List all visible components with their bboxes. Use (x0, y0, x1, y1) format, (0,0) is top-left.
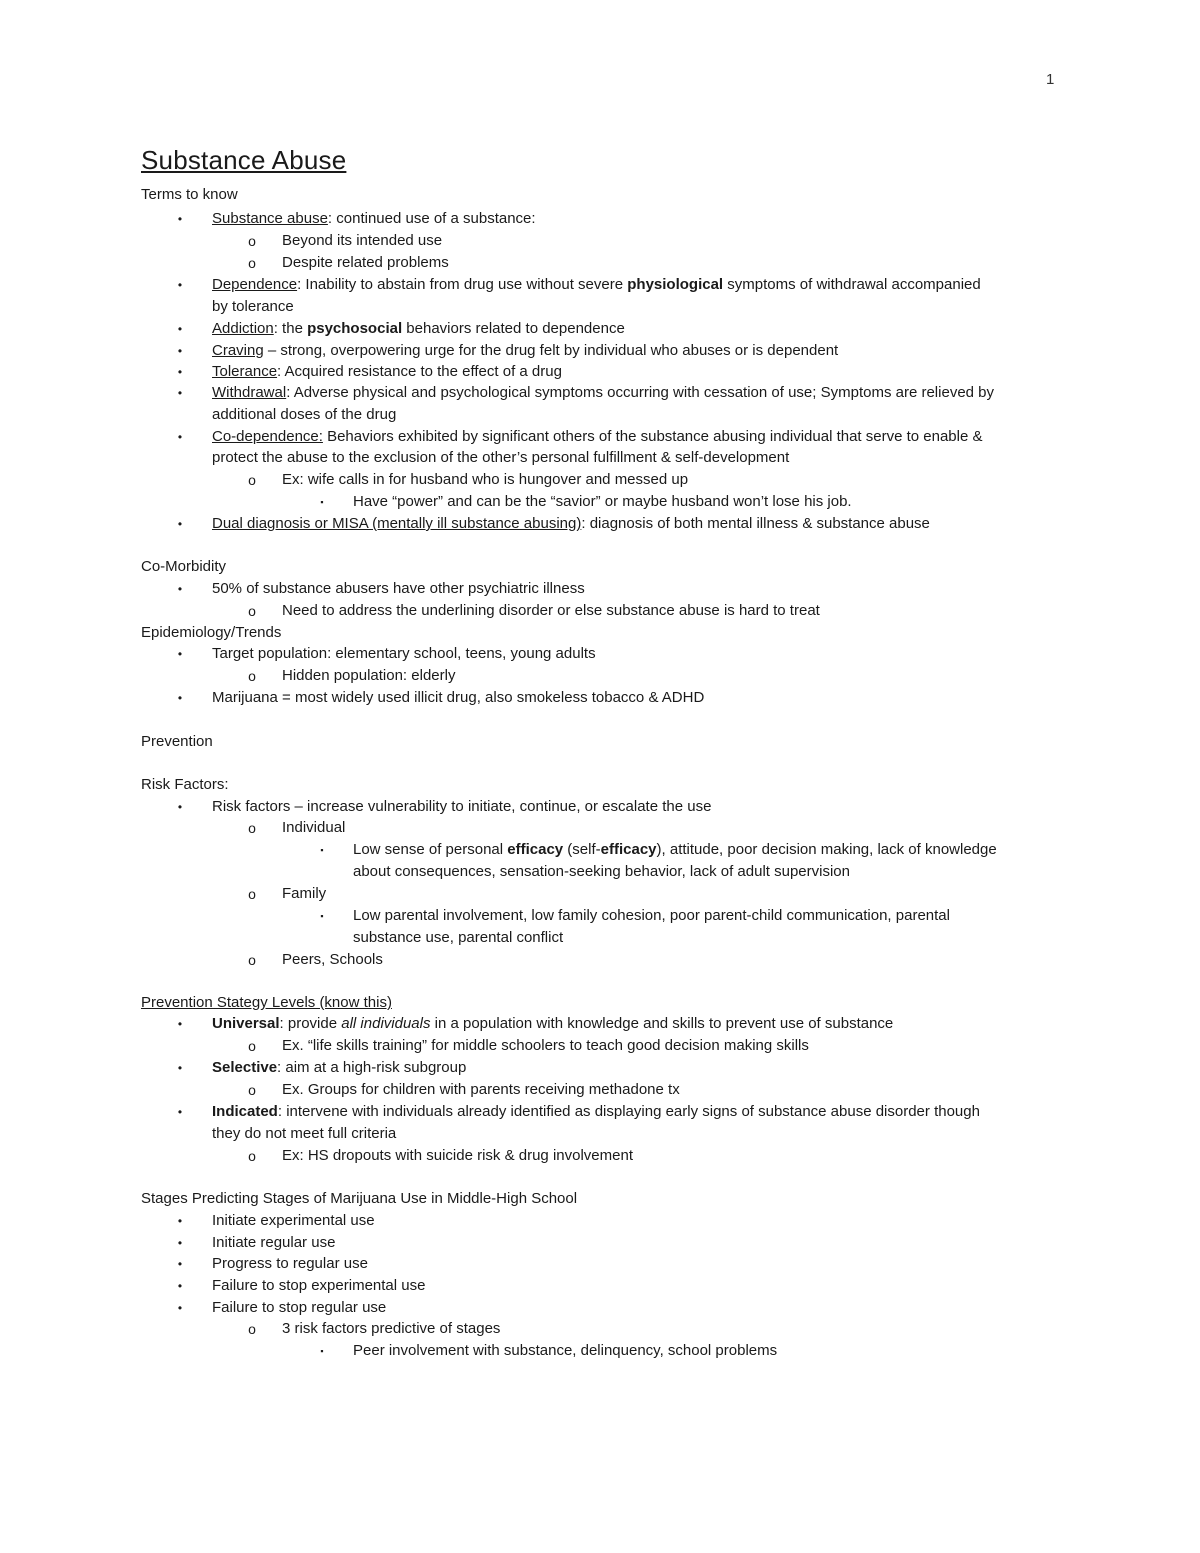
line-text (212, 1297, 386, 1319)
bullet-marker: • (177, 1257, 183, 1271)
text-segment: Peer involvement with substance, delinquency, school problems (353, 1342, 778, 1359)
list-item (0, 252, 1200, 274)
text-segment: Marijuana = most widely used illicit drug, also smokeless tobacco & ADHD (212, 689, 705, 706)
section-heading (0, 992, 1200, 1014)
list-item (0, 839, 1200, 861)
bullet-marker: o (248, 233, 256, 249)
bullet-marker: • (177, 647, 183, 661)
line-text (282, 469, 688, 491)
list-item (0, 927, 1200, 949)
list-item (0, 817, 1200, 839)
list-item (0, 361, 1200, 383)
text-segment: Target population: elementary school, teens, young adults (212, 645, 596, 662)
text-segment: Low sense of personal (353, 841, 508, 858)
line-text (141, 731, 213, 753)
line-text (141, 774, 229, 796)
text-segment: Ex: HS dropouts with suicide risk & drug involvement (282, 1147, 633, 1164)
list-item (0, 208, 1200, 230)
bullet-marker: ▪ (320, 1346, 324, 1356)
line-text (212, 643, 596, 665)
line-text (282, 1145, 633, 1167)
text-segment: Ex. Groups for children with parents receiving methadone tx (282, 1081, 680, 1098)
line-text (141, 556, 226, 578)
line-text (212, 1057, 466, 1079)
text-segment: : the (273, 320, 308, 337)
list-item (0, 905, 1200, 927)
list-item (0, 469, 1200, 491)
text-segment: efficacy (507, 841, 564, 858)
text-segment: Substance abuse (212, 210, 328, 227)
list-item (0, 949, 1200, 971)
list-item (0, 643, 1200, 665)
bullet-marker: • (177, 517, 183, 531)
line-text (212, 361, 562, 383)
bullet-marker: • (177, 1279, 183, 1293)
text-segment: Dual diagnosis or MISA (mentally ill substance abusing) (212, 515, 582, 532)
list-item (0, 1232, 1200, 1254)
list-item (0, 318, 1200, 340)
line-text (353, 1340, 777, 1362)
line-text (141, 622, 281, 644)
line-text (212, 1123, 396, 1145)
text-segment: psychosocial (307, 320, 403, 337)
bullet-marker: o (248, 668, 256, 684)
section-heading (0, 1188, 1200, 1210)
list-item (0, 426, 1200, 448)
list-item (0, 1253, 1200, 1275)
text-segment: Prevention Stategy Levels (know this) (141, 994, 392, 1011)
bullet-marker: • (177, 1214, 183, 1228)
line-text (212, 274, 981, 296)
bullet-marker: • (177, 278, 183, 292)
text-segment: behaviors related to dependence (402, 320, 625, 337)
list-item (0, 230, 1200, 252)
text-segment: Ex: wife calls in for husband who is hungover and messed up (282, 471, 689, 488)
bullet-marker: • (177, 800, 183, 814)
text-segment: about consequences, sensation-seeking behavior, lack of adult supervision (353, 863, 850, 880)
line-text (212, 404, 396, 426)
line-text (212, 382, 994, 404)
bullet-marker: • (177, 1301, 183, 1315)
list-item (0, 1318, 1200, 1340)
text-segment: Family (282, 885, 327, 902)
text-segment: all individuals (341, 1015, 431, 1032)
list-item (0, 404, 1200, 426)
bullet-marker: o (248, 886, 256, 902)
bullet-marker: o (248, 255, 256, 271)
bullet-marker: • (177, 1236, 183, 1250)
text-segment: substance use, parental conflict (353, 929, 564, 946)
list-item (0, 1123, 1200, 1145)
list-item (0, 1079, 1200, 1101)
text-segment: protect the abuse to the exclusion of the other’s personal fulfillment & self-development (212, 449, 790, 466)
line-text (282, 883, 326, 905)
text-segment: Addiction (212, 320, 274, 337)
section-heading (0, 556, 1200, 578)
text-segment: : continued use of a substance: (327, 210, 536, 227)
text-segment: (self- (563, 841, 601, 858)
list-item (0, 1275, 1200, 1297)
bullet-marker: o (248, 472, 256, 488)
text-segment: Initiate experimental use (212, 1212, 375, 1229)
line-text (212, 447, 789, 469)
text-segment: Risk factors – increase vulnerability to initiate, continue, or escalate the use (212, 798, 712, 815)
bullet-marker: o (248, 603, 256, 619)
list-item (0, 796, 1200, 818)
text-segment: 3 risk factors predictive of stages (282, 1320, 501, 1337)
line-text (212, 513, 930, 535)
text-segment: additional doses of the drug (212, 406, 397, 423)
text-segment: Co-dependence: (212, 428, 323, 445)
line-text (282, 230, 442, 252)
line-text (212, 1210, 375, 1232)
page-number: 1 (1046, 71, 1055, 88)
line-text (353, 905, 950, 927)
text-segment: Universal (212, 1015, 280, 1032)
list-item (0, 513, 1200, 535)
line-text (212, 796, 711, 818)
text-segment: Prevention (141, 733, 213, 750)
line-text (282, 1035, 809, 1057)
list-item (0, 340, 1200, 362)
list-item (0, 1057, 1200, 1079)
text-segment: : diagnosis of both mental illness & substance abuse (581, 515, 930, 532)
line-text (212, 578, 585, 600)
text-segment: Beyond its intended use (282, 232, 443, 249)
page-title: Substance Abuse (141, 145, 347, 175)
line-text (282, 252, 449, 274)
line-text (353, 861, 850, 883)
text-segment: Individual (282, 819, 346, 836)
list-item (0, 1013, 1200, 1035)
bullet-marker: • (177, 212, 183, 226)
bullet-marker: • (177, 1017, 183, 1031)
line-text (282, 817, 345, 839)
text-segment: Despite related problems (282, 254, 449, 271)
text-segment: : provide (279, 1015, 342, 1032)
text-segment: Ex. “life skills training” for middle schoolers to teach good decision making skills (282, 1037, 809, 1054)
line-text (212, 687, 704, 709)
bullet-marker: • (177, 1061, 183, 1075)
text-segment: Need to address the underlining disorder or else substance abuse is hard to treat (282, 602, 820, 619)
list-item (0, 296, 1200, 318)
bullet-marker: o (248, 820, 256, 836)
list-item (0, 491, 1200, 513)
text-segment: efficacy (600, 841, 657, 858)
text-segment: Selective (212, 1059, 278, 1076)
bullet-marker: ▪ (320, 911, 324, 921)
text-segment: Dependence (212, 276, 298, 293)
text-segment: Progress to regular use (212, 1255, 368, 1272)
text-segment: Behaviors exhibited by significant others of the substance abusing individual that serve to enable & (322, 428, 983, 445)
line-text (212, 318, 625, 340)
text-segment: : Inability to abstain from drug use without severe (297, 276, 628, 293)
text-segment: 50% of substance abusers have other psychiatric illness (212, 580, 585, 597)
list-item (0, 1340, 1200, 1362)
text-segment: Risk Factors: (141, 776, 229, 793)
bullet-marker: ▪ (320, 845, 324, 855)
section-heading (0, 184, 1200, 206)
text-segment: Stages Predicting Stages of Marijuana Use in Middle-High School (141, 1190, 578, 1207)
list-item (0, 687, 1200, 709)
line-text (353, 839, 997, 861)
bullet-marker: • (177, 691, 183, 705)
text-segment: – strong, overpowering urge for the drug felt by individual who abuses or is dependent (263, 342, 839, 359)
list-item (0, 382, 1200, 404)
text-segment: Craving (212, 342, 264, 359)
text-segment: ), attitude, poor decision making, lack of knowledge (656, 841, 997, 858)
bullet-marker: • (177, 430, 183, 444)
line-text (282, 1318, 500, 1340)
text-segment: Failure to stop regular use (212, 1299, 387, 1316)
list-item (0, 600, 1200, 622)
text-segment: Co-Morbidity (141, 558, 227, 575)
line-text (212, 1101, 980, 1123)
line-text (141, 1188, 577, 1210)
text-segment: Withdrawal (212, 384, 287, 401)
line-text (212, 208, 536, 230)
list-item (0, 861, 1200, 883)
line-text (212, 1013, 893, 1035)
text-segment: Low parental involvement, low family cohesion, poor parent-child communication, parental (353, 907, 950, 924)
text-segment: physiological (627, 276, 724, 293)
list-item (0, 274, 1200, 296)
bullet-marker: • (177, 1105, 183, 1119)
bullet-marker: • (177, 344, 183, 358)
line-text (212, 426, 983, 448)
bullet-marker: o (248, 1148, 256, 1164)
text-segment: Hidden population: elderly (282, 667, 456, 684)
text-segment: : Acquired resistance to the effect of a drug (277, 363, 562, 380)
bullet-marker: • (177, 365, 183, 379)
line-text (212, 340, 838, 362)
text-segment: Terms to know (141, 186, 238, 203)
text-segment: Have “power” and can be the “savior” or maybe husband won’t lose his job. (353, 493, 852, 510)
bullet-marker: o (248, 1321, 256, 1337)
bullet-marker: • (177, 582, 183, 596)
line-text (282, 1079, 680, 1101)
list-item (0, 1145, 1200, 1167)
bullet-marker: • (177, 322, 183, 336)
line-text (212, 296, 294, 318)
section-heading (0, 622, 1200, 644)
line-text (353, 927, 563, 949)
text-segment: Failure to stop experimental use (212, 1277, 426, 1294)
list-item (0, 665, 1200, 687)
text-segment: : intervene with individuals already identified as displaying early signs of substance abuse disorder though (277, 1103, 980, 1120)
section-heading (0, 731, 1200, 753)
list-item (0, 1035, 1200, 1057)
text-segment: symptoms of withdrawal accompanied (723, 276, 981, 293)
text-segment: : aim at a high-risk subgroup (277, 1059, 467, 1076)
bullet-marker: o (248, 1038, 256, 1054)
text-segment: by tolerance (212, 298, 294, 315)
section-heading (0, 774, 1200, 796)
bullet-marker: o (248, 952, 256, 968)
text-segment: they do not meet full criteria (212, 1125, 397, 1142)
line-text (282, 665, 455, 687)
list-item (0, 1210, 1200, 1232)
bullet-marker: ▪ (320, 497, 324, 507)
bullet-marker: • (177, 386, 183, 400)
text-segment: : Adverse physical and psychological symptoms occurring with cessation of use; Symptoms are relieved by (286, 384, 995, 401)
line-text (282, 600, 820, 622)
text-segment: in a population with knowledge and skills to prevent use of substance (430, 1015, 894, 1032)
line-text (353, 491, 852, 513)
text-segment: Tolerance (212, 363, 278, 380)
line-text (282, 949, 383, 971)
list-item (0, 1101, 1200, 1123)
line-text (141, 992, 392, 1014)
bullet-marker: o (248, 1082, 256, 1098)
line-text (212, 1232, 335, 1254)
list-item (0, 447, 1200, 469)
line-text (212, 1275, 425, 1297)
text-segment: Peers, Schools (282, 951, 383, 968)
text-segment: Epidemiology/Trends (141, 624, 282, 641)
list-item (0, 883, 1200, 905)
text-segment: Initiate regular use (212, 1234, 336, 1251)
list-item (0, 1297, 1200, 1319)
line-text (141, 184, 238, 206)
text-segment: Indicated (212, 1103, 278, 1120)
line-text (212, 1253, 368, 1275)
list-item (0, 578, 1200, 600)
